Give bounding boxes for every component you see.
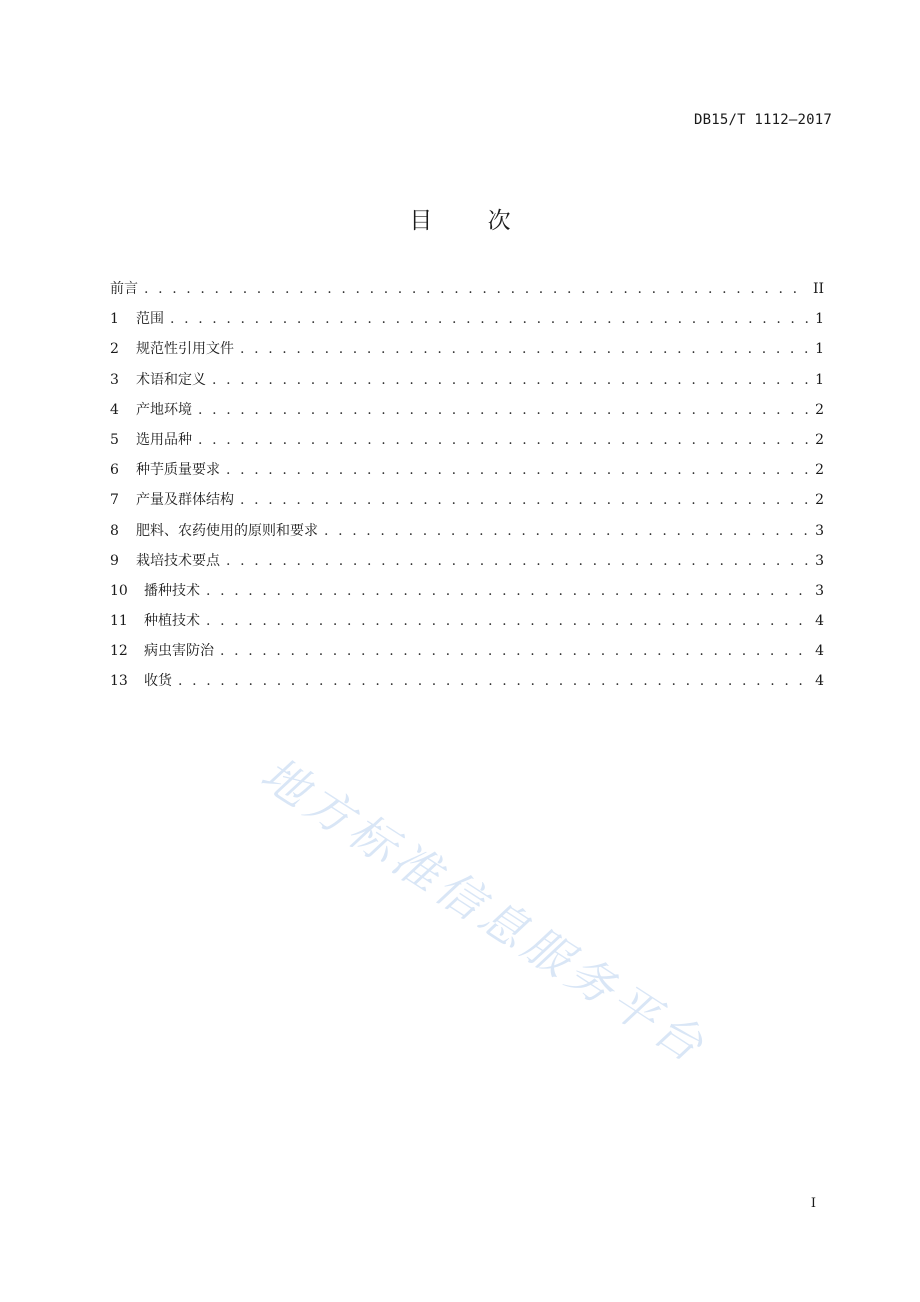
toc-entry-page: 1 bbox=[815, 311, 824, 328]
toc-entry-13[interactable] bbox=[110, 670, 824, 700]
toc-entry-page: II bbox=[812, 281, 824, 297]
toc-entry-label: 产量及群体结构 bbox=[136, 492, 234, 509]
toc-entry-label: 病虫害防治 bbox=[144, 643, 214, 660]
toc-leader-dots bbox=[206, 580, 808, 602]
document-code: DB15/T 1112—2017 bbox=[693, 112, 832, 128]
toc-entry-page: 3 bbox=[815, 552, 824, 569]
toc-leader-dots bbox=[226, 459, 808, 481]
toc-entry-page: 4 bbox=[815, 643, 824, 660]
toc-entry-11[interactable] bbox=[110, 610, 824, 640]
toc-leader-dots bbox=[144, 278, 807, 300]
toc-entry-page: 2 bbox=[815, 431, 824, 448]
toc-entry-label: 肥料、农药使用的原则和要求 bbox=[136, 522, 318, 539]
toc-entry-5[interactable] bbox=[110, 429, 824, 459]
toc-entry-page: 1 bbox=[815, 341, 824, 358]
toc-entry-number: 3 bbox=[110, 371, 119, 388]
toc-entry-page: 2 bbox=[815, 462, 824, 479]
toc-entry-number: 6 bbox=[110, 462, 119, 479]
toc-entry-foreword[interactable] bbox=[110, 278, 824, 308]
toc-entry-8[interactable] bbox=[110, 520, 824, 550]
toc-entry-label: 播种技术 bbox=[144, 582, 200, 599]
toc-entry-number: 4 bbox=[110, 401, 119, 418]
toc-entry-7[interactable] bbox=[110, 489, 824, 519]
toc-entry-page: 4 bbox=[815, 673, 824, 690]
toc-entry-label: 前言 bbox=[110, 281, 138, 297]
toc-entry-label: 术语和定义 bbox=[136, 371, 206, 388]
toc-entry-10[interactable] bbox=[110, 580, 824, 610]
toc-entry-label: 种植技术 bbox=[144, 613, 200, 630]
toc-entry-number: 2 bbox=[110, 341, 119, 358]
toc-entry-number: 10 bbox=[110, 582, 128, 599]
toc-entry-9[interactable] bbox=[110, 550, 824, 580]
toc-leader-dots bbox=[198, 429, 808, 451]
toc-entry-page: 4 bbox=[815, 613, 824, 630]
toc-leader-dots bbox=[178, 670, 808, 692]
toc-leader-dots bbox=[220, 640, 808, 662]
toc-entry-number: 12 bbox=[110, 643, 128, 660]
toc-entry-1[interactable] bbox=[110, 308, 824, 338]
toc-entry-12[interactable] bbox=[110, 640, 824, 670]
toc-entry-number: 1 bbox=[110, 311, 119, 328]
toc-entry-label: 选用品种 bbox=[136, 431, 192, 448]
toc-leader-dots bbox=[198, 399, 808, 421]
toc-entry-page: 1 bbox=[815, 371, 824, 388]
toc-leader-dots bbox=[324, 520, 808, 542]
toc-leader-dots bbox=[226, 550, 808, 572]
toc-entry-label: 范围 bbox=[136, 311, 164, 328]
toc-entry-label: 种芋质量要求 bbox=[136, 462, 220, 479]
toc-entry-page: 3 bbox=[815, 582, 824, 599]
toc-entry-6[interactable] bbox=[110, 459, 824, 489]
toc-entry-number: 13 bbox=[110, 673, 128, 690]
toc-entry-number: 9 bbox=[110, 552, 119, 569]
watermark: 地方标准信息服务平台 bbox=[251, 746, 718, 1075]
toc-entry-label: 栽培技术要点 bbox=[136, 552, 220, 569]
toc-entry-label: 产地环境 bbox=[136, 401, 192, 418]
table-of-contents bbox=[110, 278, 824, 701]
toc-entry-number: 7 bbox=[110, 492, 119, 509]
toc-leader-dots bbox=[170, 308, 808, 330]
toc-entry-page: 2 bbox=[815, 401, 824, 418]
toc-entry-3[interactable] bbox=[110, 369, 824, 399]
toc-entry-number: 11 bbox=[110, 613, 128, 630]
toc-entry-number: 5 bbox=[110, 431, 119, 448]
toc-leader-dots bbox=[240, 338, 808, 360]
toc-entry-label: 规范性引用文件 bbox=[136, 341, 234, 358]
toc-entry-page: 2 bbox=[815, 492, 824, 509]
toc-entry-number: 8 bbox=[110, 522, 119, 539]
toc-title: 目 次 bbox=[409, 208, 535, 234]
toc-entry-page: 3 bbox=[815, 522, 824, 539]
toc-entry-2[interactable] bbox=[110, 338, 824, 368]
toc-leader-dots bbox=[206, 610, 808, 632]
toc-entry-4[interactable] bbox=[110, 399, 824, 429]
toc-entry-label: 收货 bbox=[144, 673, 172, 690]
toc-leader-dots bbox=[212, 369, 808, 391]
page-number: I bbox=[810, 1196, 816, 1211]
toc-leader-dots bbox=[240, 489, 808, 511]
